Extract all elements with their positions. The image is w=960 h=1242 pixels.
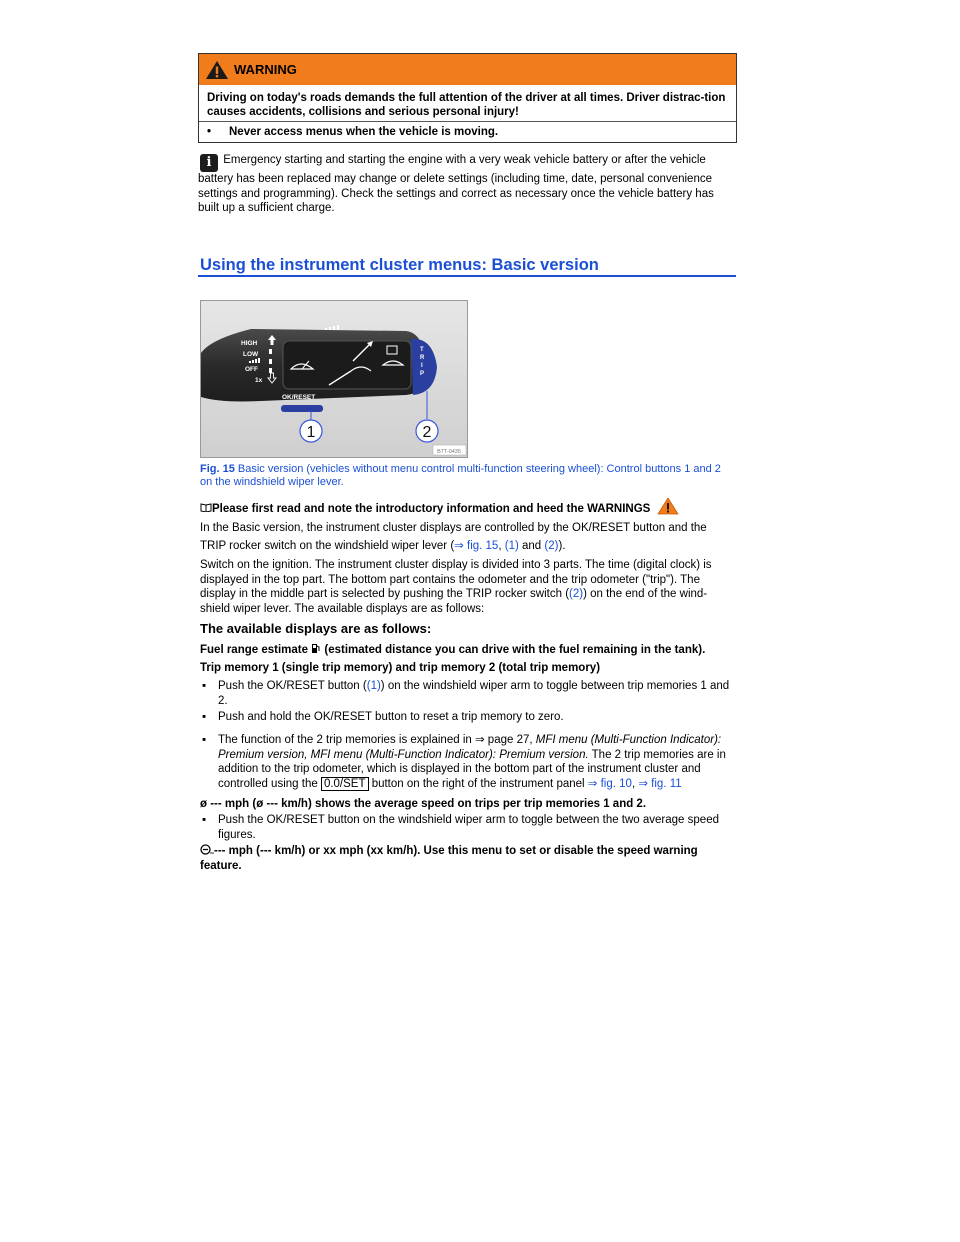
bullet-marker: ▪	[202, 711, 207, 723]
label-trip-r: R	[420, 355, 425, 361]
list-item	[200, 733, 735, 777]
paragraph-1-line-1: In the Basic version, the instrument cluster displays are controlled by the OK/RESET button and the	[200, 522, 707, 534]
intro-line	[200, 497, 735, 517]
label-trip-t: T	[420, 347, 424, 353]
fig-15-link[interactable]: ⇒ fig. 15	[454, 540, 499, 552]
list-item-continuation	[200, 777, 735, 792]
note-paragraph	[198, 153, 738, 216]
p1-sep: ,	[498, 540, 505, 552]
bullet-marker: •	[207, 126, 212, 138]
figure-caption	[200, 463, 730, 488]
callout-1: 1	[306, 424, 316, 441]
fig-10-link[interactable]: ⇒ fig. 10	[587, 778, 632, 790]
label-low: LOW	[243, 351, 259, 358]
bullet-3-comma: ,	[631, 778, 639, 790]
average-speed-heading: ø --- mph (ø --- km/h) shows the average speed on trips per trip memories 1 and 2.	[200, 798, 647, 810]
label-trip-p: P	[420, 371, 425, 377]
intro-text: Please first read and note the introductory information and heed the WARNINGS	[212, 503, 651, 515]
fuel-range-description: (estimated distance you can drive with the fuel remaining in the tank).	[321, 644, 706, 656]
wiper-lever-figure	[200, 300, 468, 458]
list-item	[200, 813, 735, 842]
warning-triangle-icon	[205, 60, 229, 80]
label-ok-reset: OK/RESET	[282, 394, 316, 401]
label-trip-i: I	[421, 363, 423, 369]
info-icon: i	[200, 154, 218, 172]
p2-text-end: ) on the end of the wind-shield wiper lever. The available displays are as follows:	[200, 588, 708, 615]
heading-divider	[198, 275, 736, 277]
bullet-marker: ▪	[202, 814, 207, 826]
fig-11-link[interactable]: ⇒ fig. 11	[638, 778, 682, 790]
p1-text: TRIP rocker switch on the windshield wiper lever (	[200, 540, 455, 552]
bullet-3-line-2-mid: button on the right of the instrument panel	[368, 778, 588, 790]
warning-box	[198, 53, 737, 143]
figure-caption-text: Basic version (vehicles without menu control multi-function steering wheel): Control buttons 1 and 2 on the windshield wiper lever.	[200, 463, 721, 488]
bullet-3-line-2: controlled using the	[218, 778, 321, 790]
fuel-range-label: Fuel range estimate	[200, 644, 309, 656]
available-displays-heading: The available displays are as follows:	[200, 621, 432, 636]
trip-memory-heading: Trip memory 1 (single trip memory) and trip memory 2 (total trip memory)	[200, 662, 601, 674]
warning-text: Driving on today's roads demands the full attention of the driver at all times. Driver distrac-tion causes accidents, collisions and serious personal injury!	[207, 92, 726, 118]
paragraph-1-line-2	[200, 539, 735, 554]
note-text: Emergency starting and starting the engine with a very weak vehicle battery or after the vehicle battery has been replaced may change or delete settings (including time, date, personal convenience settings and programming). Check the settings and correct as necessary once the vehicle battery has built up a sufficient charge.	[198, 154, 714, 214]
p2-text: Switch on the ignition. The instrument cluster display is divided into 3 parts. The time (digital clock) is displayed in the top part. The bottom part contains the odometer and the trip odometer ("trip"). The display in the middle part is selected by pushing the TRIP rocker switch (	[200, 559, 712, 600]
warning-title: WARNING	[234, 62, 297, 77]
callout-1-link[interactable]: (1)	[366, 680, 381, 692]
bullet-4-text: Push the OK/RESET button on the windshield wiper arm to toggle between the two average speed figures.	[218, 814, 719, 841]
bullet-1-text: Push the OK/RESET button (	[218, 680, 367, 692]
bullet-2-text: Push and hold the OK/RESET button to reset a trip memory to zero.	[218, 711, 564, 723]
speed-warning-icon	[200, 844, 214, 855]
bullet-1-text-end: ) on the windshield wiper arm to toggle between trip memories 1 and 2.	[218, 680, 730, 707]
mfi-menu-reference[interactable]: MFI menu (Multi-Function Indicator): Premium version, MFI menu (Multi-Function Indicator): Premium version.	[218, 734, 722, 761]
bullet-3-text: The function of the 2 trip memories is explained in ⇒ page 27,	[218, 734, 536, 746]
callout-2: 2	[422, 424, 432, 441]
list-item	[200, 710, 735, 725]
warning-bullet	[199, 121, 736, 142]
fuel-range-line	[200, 643, 735, 658]
warning-header	[199, 54, 736, 85]
paragraph-2	[200, 558, 735, 616]
warning-bullet-text: Never access menus when the vehicle is moving.	[229, 126, 499, 138]
figure-code: B7T-0435	[437, 449, 461, 455]
bullet-3-text-mid: The 2 trip memories are in addition to the trip odometer, which is displayed in the bottom part of the instrument cluster and	[218, 748, 726, 775]
fuel-pump-icon	[311, 643, 321, 654]
p1-end: ).	[558, 540, 566, 552]
label-off: OFF	[245, 366, 258, 373]
p1-and: and	[518, 540, 545, 552]
book-icon	[200, 502, 212, 517]
wiper-lever-illustration	[201, 301, 467, 457]
bullet-marker: ▪	[202, 680, 207, 692]
figure-number: Fig. 15	[200, 463, 235, 475]
section-heading: Using the instrument cluster menus: Basic version	[200, 256, 599, 274]
speed-warning-text: --- mph (--- km/h) or xx mph (xx km/h). Use this menu to set or disable the speed warning feature.	[200, 845, 698, 872]
callout-2-link[interactable]: (2)	[569, 588, 584, 600]
label-high: HIGH	[241, 340, 258, 347]
warning-triangle-icon	[657, 497, 679, 515]
label-1x: 1x	[255, 377, 263, 384]
bullet-marker: ▪	[202, 734, 207, 746]
callout-1-link[interactable]: (1)	[504, 540, 519, 552]
list-item	[200, 679, 735, 708]
speed-warning-line	[200, 844, 735, 873]
callout-2-link[interactable]: (2)	[544, 540, 559, 552]
set-button-label: 0.0/SET	[321, 777, 369, 791]
